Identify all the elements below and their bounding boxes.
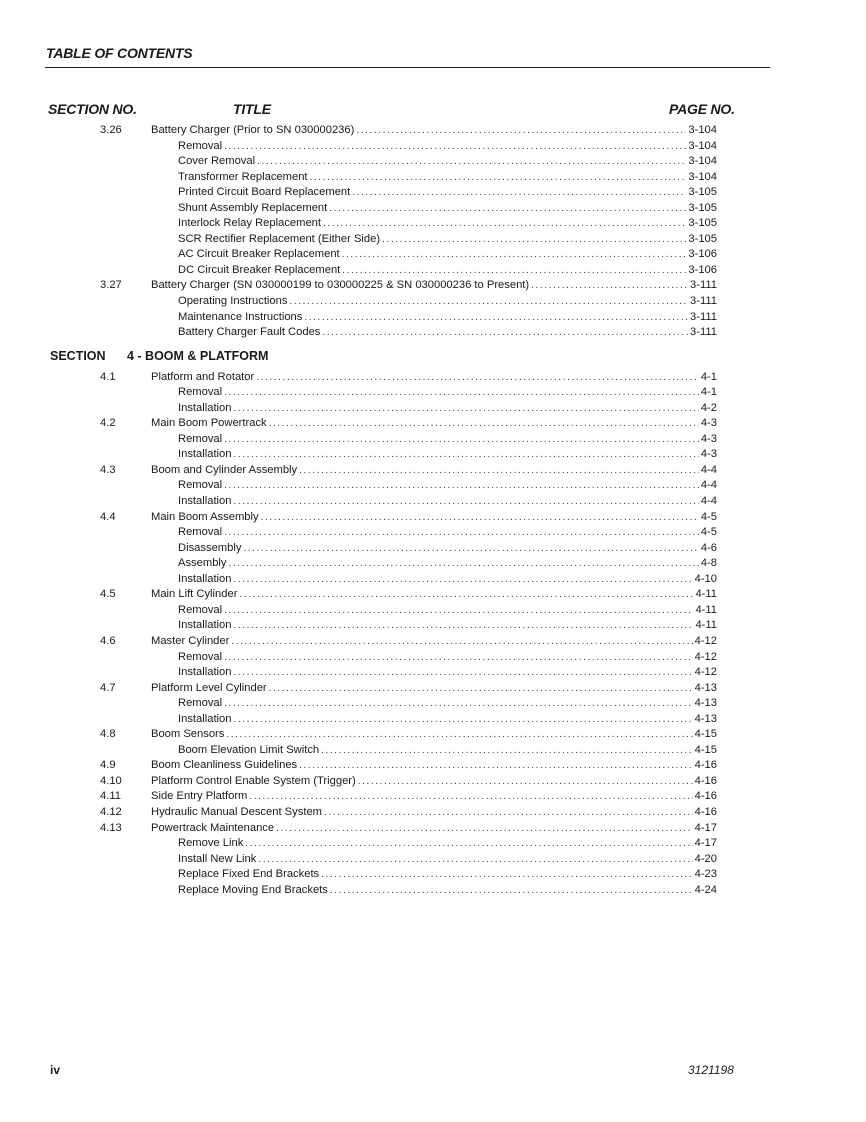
column-header-section-no: SECTION NO.: [48, 101, 137, 117]
dot-leader: [256, 370, 699, 386]
toc-entry-title: Platform Control Enable System (Trigger): [151, 774, 356, 787]
toc-entry-title: Printed Circuit Board Replacement: [178, 186, 351, 199]
dot-leader: [224, 139, 686, 155]
toc-entry[interactable]: [0, 572, 866, 588]
toc-entry-line: [178, 712, 717, 728]
toc-entry-page: 3-104: [688, 139, 717, 152]
toc-entry-page: 4-16: [694, 805, 717, 818]
column-header-title: TITLE: [233, 101, 271, 117]
dot-leader: [323, 216, 686, 232]
toc-entry-page: 4-20: [694, 852, 717, 865]
toc-entry-title: Maintenance Instructions: [178, 310, 303, 323]
toc-entry-page: 4-13: [694, 712, 717, 725]
toc-entry-number: 4.13: [100, 821, 122, 834]
toc-entry-page: 3-104: [688, 155, 717, 168]
toc-entry-page: 4-2: [700, 401, 717, 414]
toc-list: [0, 123, 866, 898]
toc-entry-title: Replace Moving End Brackets: [178, 883, 328, 896]
toc-entry-line: [151, 587, 717, 603]
page-header-title: TABLE OF CONTENTS: [46, 45, 193, 61]
toc-entry[interactable]: [0, 310, 866, 326]
toc-entry-line: [178, 201, 717, 217]
toc-entry-title: Installation: [178, 401, 232, 414]
toc-entry-line: [151, 774, 717, 790]
toc-entry-number: 4.3: [100, 463, 116, 476]
toc-entry[interactable]: [0, 867, 866, 883]
dot-leader: [224, 603, 693, 619]
toc-entry-line: [178, 618, 717, 634]
toc-entry-page: 4-12: [694, 650, 717, 663]
toc-entry[interactable]: [0, 201, 866, 217]
toc-entry-title: Removal: [178, 479, 223, 492]
toc-entry[interactable]: [0, 185, 866, 201]
toc-entry-line: [151, 123, 717, 139]
toc-entry[interactable]: [0, 401, 866, 417]
toc-entry-line: [178, 852, 717, 868]
toc-entry-number: 4.2: [100, 417, 116, 430]
dot-leader: [258, 852, 692, 868]
toc-entry-page: 4-10: [694, 572, 717, 585]
dot-leader: [352, 185, 686, 201]
toc-entry-title: Installation: [178, 712, 232, 725]
toc-entry[interactable]: [0, 681, 866, 697]
toc-entry[interactable]: [0, 232, 866, 248]
toc-entry-page: 4-17: [694, 837, 717, 850]
toc-entry-title: Interlock Relay Replacement: [178, 217, 322, 230]
toc-entry-page: 4-1: [700, 370, 717, 383]
dot-leader: [224, 696, 692, 712]
toc-entry-line: [151, 370, 717, 386]
toc-entry[interactable]: [0, 774, 866, 790]
toc-entry-title: SCR Rectifier Replacement (Either Side): [178, 232, 381, 245]
toc-entry[interactable]: [0, 325, 866, 341]
toc-entry-number: 4.7: [100, 681, 116, 694]
toc-entry-page: 4-1: [700, 386, 717, 399]
toc-entry-page: 4-5: [700, 526, 717, 539]
dot-leader: [382, 232, 686, 248]
toc-entry-line: [178, 867, 717, 883]
toc-entry[interactable]: [0, 650, 866, 666]
toc-entry[interactable]: [0, 447, 866, 463]
toc-entry-title: Operating Instructions: [178, 295, 288, 308]
dot-leader: [322, 325, 688, 341]
toc-entry-line: [178, 447, 717, 463]
toc-entry-page: 4-15: [694, 728, 717, 741]
toc-entry-page: 3-111: [690, 279, 717, 292]
dot-leader: [261, 510, 699, 526]
toc-entry-line: [178, 325, 717, 341]
toc-entry-title: Removal: [178, 432, 223, 445]
dot-leader: [229, 556, 699, 572]
toc-entry[interactable]: [0, 463, 866, 479]
toc-entry-line: [178, 385, 717, 401]
toc-entry-page: 3-105: [688, 217, 717, 230]
toc-entry-page: 4-4: [700, 479, 717, 492]
header-rule: [45, 67, 770, 68]
toc-entry-page: 4-3: [700, 432, 717, 445]
toc-entry[interactable]: [0, 727, 866, 743]
dot-leader: [234, 712, 693, 728]
toc-entry-number: 4.12: [100, 805, 122, 818]
toc-entry-page: 3-106: [688, 263, 717, 276]
toc-entry[interactable]: [0, 805, 866, 821]
toc-entry-title: Boom Sensors: [151, 728, 225, 741]
toc-entry-number: 4.1: [100, 370, 116, 383]
toc-entry-line: [178, 232, 717, 248]
dot-leader: [234, 401, 699, 417]
toc-entry-title: Main Boom Powertrack: [151, 417, 267, 430]
dot-leader: [299, 758, 692, 774]
toc-entry-line: [178, 263, 717, 279]
toc-entry-page: 3-105: [688, 186, 717, 199]
footer-document-number: 3121198: [688, 1063, 734, 1077]
toc-entry-line: [151, 463, 717, 479]
toc-entry-page: 4-4: [700, 463, 717, 476]
toc-entry-page: 4-16: [694, 790, 717, 803]
toc-entry-line: [151, 727, 717, 743]
dot-leader: [226, 727, 692, 743]
toc-entry-title: Removal: [178, 603, 223, 616]
toc-entry-title: AC Circuit Breaker Replacement: [178, 248, 340, 261]
toc-entry[interactable]: [0, 525, 866, 541]
toc-entry[interactable]: [0, 370, 866, 386]
toc-entry-number: 4.5: [100, 588, 116, 601]
toc-entry[interactable]: [0, 294, 866, 310]
toc-entry[interactable]: [0, 154, 866, 170]
toc-entry-page: 4-8: [700, 557, 717, 570]
toc-entry[interactable]: [0, 123, 866, 139]
toc-entry-line: [178, 743, 717, 759]
dot-leader: [234, 447, 699, 463]
toc-entry-line: [178, 556, 717, 572]
dot-leader: [324, 805, 693, 821]
toc-entry-page: 4-23: [694, 868, 717, 881]
toc-entry[interactable]: [0, 541, 866, 557]
toc-entry[interactable]: [0, 587, 866, 603]
toc-entry[interactable]: [0, 510, 866, 526]
dot-leader: [224, 525, 699, 541]
dot-leader: [329, 201, 686, 217]
toc-entry-title: Boom Cleanliness Guidelines: [151, 759, 298, 772]
dot-leader: [249, 789, 692, 805]
toc-entry-line: [151, 789, 717, 805]
toc-entry-line: [151, 634, 717, 650]
dot-leader: [342, 263, 686, 279]
dot-leader: [356, 123, 686, 139]
toc-entry-title: Transformer Replacement: [178, 170, 308, 183]
toc-entry-page: 4-13: [694, 697, 717, 710]
toc-entry[interactable]: [0, 758, 866, 774]
toc-entry-title: Replace Fixed End Brackets: [178, 868, 320, 881]
toc-entry-title: Cover Removal: [178, 155, 256, 168]
toc-entry-title: Assembly: [178, 557, 227, 570]
toc-entry-title: Main Boom Assembly: [151, 510, 259, 523]
toc-entry-title: Platform Level Cylinder: [151, 681, 267, 694]
dot-leader: [257, 154, 686, 170]
toc-entry-line: [151, 278, 717, 294]
toc-entry-title: Installation: [178, 572, 232, 585]
toc-entry-title: Removal: [178, 139, 223, 152]
toc-entry-line: [178, 665, 717, 681]
toc-entry-line: [178, 170, 717, 186]
toc-entry-page: 4-3: [700, 448, 717, 461]
toc-entry-title: Installation: [178, 666, 232, 679]
toc-entry-page: 3-111: [690, 310, 717, 323]
toc-entry[interactable]: [0, 743, 866, 759]
dot-leader: [269, 681, 693, 697]
toc-entry-title: Side Entry Platform: [151, 790, 248, 803]
toc-entry-title: Platform and Rotator: [151, 370, 255, 383]
dot-leader: [299, 463, 699, 479]
dot-leader: [239, 587, 693, 603]
toc-entry[interactable]: [0, 696, 866, 712]
toc-entry-line: [178, 401, 717, 417]
dot-leader: [224, 432, 699, 448]
dot-leader: [342, 247, 687, 263]
toc-entry[interactable]: [0, 170, 866, 186]
toc-entry-title: Battery Charger Fault Codes: [178, 326, 321, 339]
toc-entry-number: 3.27: [100, 279, 122, 292]
toc-entry-line: [178, 478, 717, 494]
footer-page-number: iv: [50, 1063, 61, 1077]
toc-entry-line: [151, 416, 717, 432]
toc-entry[interactable]: [0, 836, 866, 852]
toc-entry[interactable]: [0, 385, 866, 401]
toc-entry[interactable]: [0, 852, 866, 868]
toc-entry-title: Powertrack Maintenance: [151, 821, 275, 834]
toc-entry-page: 4-24: [694, 883, 717, 896]
toc-entry-number: 4.11: [100, 790, 121, 803]
dot-leader: [330, 883, 693, 899]
toc-entry-number: 4.4: [100, 510, 116, 523]
toc-entry-line: [178, 247, 717, 263]
toc-entry-title: Removal: [178, 697, 223, 710]
dot-leader: [224, 385, 699, 401]
dot-leader: [224, 478, 699, 494]
toc-entry-title: Remove Link: [178, 837, 244, 850]
toc-entry[interactable]: [0, 432, 866, 448]
section-heading-label: SECTION: [50, 348, 106, 363]
dot-leader: [224, 650, 692, 666]
toc-entry-title: Battery Charger (SN 030000199 to 030000225 & SN 030000236 to Present): [151, 279, 530, 292]
toc-entry-page: 4-11: [695, 588, 717, 601]
toc-entry-title: Hydraulic Manual Descent System: [151, 805, 322, 818]
toc-entry[interactable]: [0, 494, 866, 510]
toc-entry-page: 3-111: [690, 295, 717, 308]
toc-entry-page: 4-11: [695, 603, 717, 616]
dot-leader: [269, 416, 699, 432]
toc-entry[interactable]: [0, 478, 866, 494]
toc-entry-page: 4-12: [694, 634, 717, 647]
toc-entry-line: [178, 310, 717, 326]
toc-entry-line: [178, 836, 717, 852]
toc-entry-line: [178, 525, 717, 541]
dot-leader: [531, 278, 688, 294]
toc-entry-number: 3.26: [100, 124, 122, 136]
toc-entry[interactable]: [0, 883, 866, 899]
toc-entry-line: [178, 650, 717, 666]
toc-entry-line: [178, 541, 717, 557]
dot-leader: [234, 618, 694, 634]
dot-leader: [358, 774, 693, 790]
dot-leader: [243, 541, 698, 557]
toc-entry-title: Removal: [178, 386, 223, 399]
dot-leader: [234, 665, 693, 681]
toc-entry-page: 4-5: [700, 510, 717, 523]
toc-entry-line: [178, 139, 717, 155]
column-header-page-no: PAGE NO.: [669, 101, 735, 117]
toc-entry-line: [178, 572, 717, 588]
toc-entry[interactable]: [0, 618, 866, 634]
toc-entry-page: 3-104: [688, 170, 717, 183]
toc-entry-page: 4-16: [694, 759, 717, 772]
toc-entry-page: 3-106: [688, 248, 717, 261]
toc-entry-page: 4-16: [694, 774, 717, 787]
toc-group-section-3: [0, 123, 866, 341]
toc-entry-line: [178, 432, 717, 448]
section-heading[interactable]: [0, 347, 866, 370]
toc-entry-page: 4-6: [700, 541, 717, 554]
toc-entry-title: Main Lift Cylinder: [151, 588, 238, 601]
toc-entry-title: Installation: [178, 495, 232, 508]
toc-entry[interactable]: [0, 789, 866, 805]
toc-entry[interactable]: [0, 139, 866, 155]
toc-entry-line: [151, 805, 717, 821]
toc-entry[interactable]: [0, 665, 866, 681]
dot-leader: [321, 743, 692, 759]
toc-entry-page: 3-104: [688, 124, 717, 136]
toc-entry[interactable]: [0, 263, 866, 279]
toc-entry-page: 4-13: [694, 681, 717, 694]
toc-entry-title: Boom and Cylinder Assembly: [151, 463, 298, 476]
dot-leader: [310, 170, 687, 186]
toc-entry-page: 3-111: [690, 326, 717, 339]
dot-leader: [289, 294, 688, 310]
toc-entry[interactable]: [0, 603, 866, 619]
toc-entry-title: Disassembly: [178, 541, 242, 554]
toc-entry-line: [178, 185, 717, 201]
toc-entry-number: 4.9: [100, 759, 116, 772]
toc-entry-line: [178, 216, 717, 232]
toc-entry-title: Install New Link: [178, 852, 257, 865]
toc-entry[interactable]: [0, 216, 866, 232]
toc-entry-page: 4-3: [700, 417, 717, 430]
toc-entry-line: [151, 681, 717, 697]
toc-entry-number: 4.6: [100, 634, 116, 647]
toc-entry[interactable]: [0, 634, 866, 650]
toc-entry[interactable]: [0, 247, 866, 263]
toc-entry-page: 4-4: [700, 495, 717, 508]
toc-entry-line: [178, 494, 717, 510]
toc-entry-line: [178, 696, 717, 712]
dot-leader: [304, 310, 688, 326]
toc-entry-line: [151, 758, 717, 774]
toc-entry-page: 4-12: [694, 666, 717, 679]
toc-entry-page: 4-11: [695, 619, 717, 632]
toc-entry-number: 4.10: [100, 774, 122, 787]
toc-entry-page: 3-105: [688, 201, 717, 214]
dot-leader: [276, 821, 692, 837]
toc-entry[interactable]: [0, 712, 866, 728]
toc-entry-page: 4-17: [694, 821, 717, 834]
toc-entry-line: [151, 821, 717, 837]
toc-entry-title: Shunt Assembly Replacement: [178, 201, 328, 214]
toc-group-section-4: [0, 370, 866, 899]
toc-entry-title: Removal: [178, 526, 223, 539]
toc-entry-title: Installation: [178, 448, 232, 461]
toc-entry-line: [178, 154, 717, 170]
toc-entry-title: Master Cylinder: [151, 634, 230, 647]
toc-entry[interactable]: [0, 416, 866, 432]
dot-leader: [245, 836, 692, 852]
toc-entry-page: 3-105: [688, 232, 717, 245]
toc-entry-line: [178, 883, 717, 899]
toc-entry[interactable]: [0, 556, 866, 572]
toc-entry-number: 4.8: [100, 728, 116, 741]
toc-entry-title: Installation: [178, 619, 232, 632]
section-heading-name: 4 - BOOM & PLATFORM: [127, 348, 269, 363]
toc-entry-line: [178, 603, 717, 619]
toc-entry-title: DC Circuit Breaker Replacement: [178, 263, 341, 276]
toc-entry-line: [178, 294, 717, 310]
dot-leader: [234, 494, 699, 510]
dot-leader: [231, 634, 692, 650]
toc-entry[interactable]: [0, 278, 866, 294]
toc-entry-line: [151, 510, 717, 526]
toc-entry-title: Battery Charger (Prior to SN 030000236): [151, 124, 355, 136]
dot-leader: [321, 867, 692, 883]
toc-entry-title: Boom Elevation Limit Switch: [178, 743, 320, 756]
toc-entry[interactable]: [0, 821, 866, 837]
toc-entry-page: 4-15: [694, 743, 717, 756]
toc-entry-title: Removal: [178, 650, 223, 663]
dot-leader: [234, 572, 693, 588]
